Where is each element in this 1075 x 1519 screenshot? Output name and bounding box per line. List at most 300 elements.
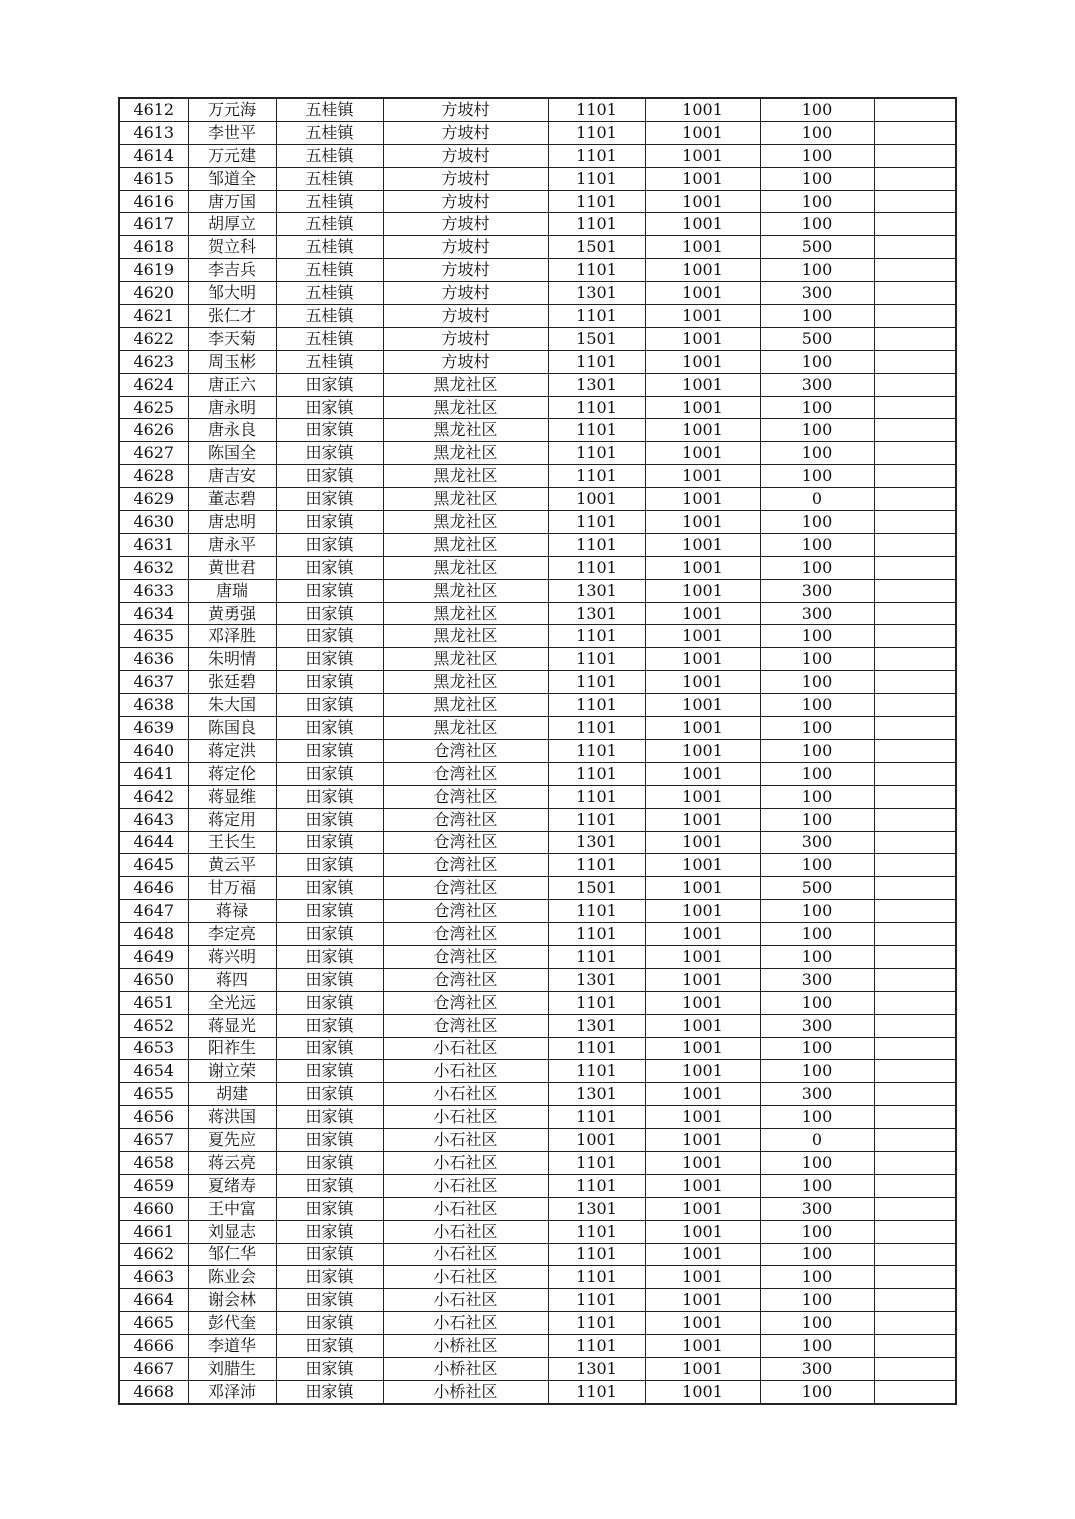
difference-cell: 100 [760,1289,874,1312]
id-cell: 4642 [119,785,188,808]
value-b-cell: 1001 [645,1266,760,1289]
remark-cell [874,831,956,854]
name-cell: 夏先应 [188,1129,276,1152]
village-cell: 黑龙社区 [383,648,548,671]
town-cell: 田家镇 [276,419,383,442]
value-a-cell: 1501 [548,327,645,350]
table-row [119,213,956,236]
difference-cell: 100 [760,1151,874,1174]
remark-cell [874,236,956,259]
id-cell: 4665 [119,1312,188,1335]
difference-cell: 100 [760,808,874,831]
village-cell: 小石社区 [383,1289,548,1312]
id-cell: 4623 [119,350,188,373]
village-cell: 小石社区 [383,1266,548,1289]
id-cell: 4624 [119,373,188,396]
remark-cell [874,1037,956,1060]
difference-cell: 100 [760,213,874,236]
name-cell: 蒋云亮 [188,1151,276,1174]
table-row [119,167,956,190]
value-b-cell: 1001 [645,808,760,831]
remark-cell [874,1129,956,1152]
name-cell: 刘腊生 [188,1357,276,1380]
id-cell: 4663 [119,1266,188,1289]
name-cell: 唐忠明 [188,511,276,534]
name-cell: 夏绪寿 [188,1174,276,1197]
id-cell: 4655 [119,1083,188,1106]
id-cell: 4627 [119,442,188,465]
value-b-cell: 1001 [645,465,760,488]
town-cell: 田家镇 [276,831,383,854]
name-cell: 唐永平 [188,533,276,556]
value-b-cell: 1001 [645,991,760,1014]
town-cell: 田家镇 [276,1380,383,1403]
remark-cell [874,968,956,991]
difference-cell: 100 [760,945,874,968]
remark-cell [874,900,956,923]
remark-cell [874,1380,956,1403]
difference-cell: 100 [760,259,874,282]
town-cell: 五桂镇 [276,190,383,213]
id-cell: 4641 [119,762,188,785]
name-cell: 蒋禄 [188,900,276,923]
id-cell: 4653 [119,1037,188,1060]
table-row [119,923,956,946]
id-cell: 4666 [119,1335,188,1358]
village-cell: 小石社区 [383,1151,548,1174]
value-b-cell: 1001 [645,968,760,991]
difference-cell: 300 [760,831,874,854]
town-cell: 田家镇 [276,442,383,465]
id-cell: 4633 [119,579,188,602]
value-a-cell: 1301 [548,968,645,991]
value-b-cell: 1001 [645,488,760,511]
town-cell: 田家镇 [276,488,383,511]
id-cell: 4636 [119,648,188,671]
village-cell: 小桥社区 [383,1335,548,1358]
id-cell: 4659 [119,1174,188,1197]
table-row [119,511,956,534]
village-cell: 仓湾社区 [383,923,548,946]
value-a-cell: 1101 [548,671,645,694]
remark-cell [874,1220,956,1243]
village-cell: 仓湾社区 [383,808,548,831]
id-cell: 4614 [119,144,188,167]
difference-cell: 100 [760,144,874,167]
difference-cell: 300 [760,373,874,396]
village-cell: 小石社区 [383,1037,548,1060]
value-a-cell: 1101 [548,305,645,328]
difference-cell: 100 [760,1243,874,1266]
name-cell: 朱大国 [188,694,276,717]
town-cell: 田家镇 [276,1357,383,1380]
village-cell: 方坡村 [383,213,548,236]
remark-cell [874,785,956,808]
village-cell: 仓湾社区 [383,877,548,900]
difference-cell: 100 [760,121,874,144]
id-cell: 4644 [119,831,188,854]
difference-cell: 100 [760,1174,874,1197]
difference-cell: 300 [760,282,874,305]
remark-cell [874,396,956,419]
village-cell: 方坡村 [383,305,548,328]
data-table [118,97,957,1405]
table-row [119,373,956,396]
table-row [119,1380,956,1403]
id-cell: 4639 [119,717,188,740]
id-cell: 4618 [119,236,188,259]
value-a-cell: 1101 [548,1335,645,1358]
value-a-cell: 1101 [548,1380,645,1403]
value-a-cell: 1101 [548,1106,645,1129]
difference-cell: 100 [760,694,874,717]
village-cell: 黑龙社区 [383,694,548,717]
difference-cell: 100 [760,98,874,121]
value-a-cell: 1101 [548,1243,645,1266]
name-cell: 蒋定用 [188,808,276,831]
id-cell: 4646 [119,877,188,900]
table-row [119,305,956,328]
remark-cell [874,121,956,144]
difference-cell: 100 [760,1312,874,1335]
table-row [119,1289,956,1312]
value-b-cell: 1001 [645,396,760,419]
table-row [119,396,956,419]
town-cell: 田家镇 [276,396,383,419]
remark-cell [874,556,956,579]
value-b-cell: 1001 [645,694,760,717]
table-row [119,808,956,831]
remark-cell [874,282,956,305]
table-row [119,98,956,121]
remark-cell [874,1357,956,1380]
town-cell: 五桂镇 [276,213,383,236]
table-row [119,144,956,167]
town-cell: 田家镇 [276,945,383,968]
id-cell: 4664 [119,1289,188,1312]
village-cell: 仓湾社区 [383,900,548,923]
difference-cell: 100 [760,900,874,923]
table-row [119,900,956,923]
difference-cell: 100 [760,465,874,488]
value-b-cell: 1001 [645,1174,760,1197]
value-a-cell: 1101 [548,1266,645,1289]
town-cell: 五桂镇 [276,350,383,373]
village-cell: 黑龙社区 [383,373,548,396]
village-cell: 黑龙社区 [383,717,548,740]
id-cell: 4613 [119,121,188,144]
village-cell: 黑龙社区 [383,396,548,419]
name-cell: 贺立科 [188,236,276,259]
remark-cell [874,373,956,396]
difference-cell: 300 [760,602,874,625]
value-b-cell: 1001 [645,1014,760,1037]
value-b-cell: 1001 [645,1312,760,1335]
value-b-cell: 1001 [645,327,760,350]
town-cell: 田家镇 [276,648,383,671]
name-cell: 谢立荣 [188,1060,276,1083]
id-cell: 4667 [119,1357,188,1380]
remark-cell [874,327,956,350]
difference-cell: 100 [760,854,874,877]
village-cell: 方坡村 [383,259,548,282]
name-cell: 甘万福 [188,877,276,900]
name-cell: 全光远 [188,991,276,1014]
difference-cell: 100 [760,1335,874,1358]
name-cell: 胡厚立 [188,213,276,236]
town-cell: 田家镇 [276,968,383,991]
remark-cell [874,98,956,121]
remark-cell [874,213,956,236]
value-b-cell: 1001 [645,167,760,190]
value-a-cell: 1101 [548,1312,645,1335]
village-cell: 小石社区 [383,1243,548,1266]
value-b-cell: 1001 [645,831,760,854]
table-row [119,327,956,350]
difference-cell: 100 [760,190,874,213]
value-a-cell: 1101 [548,419,645,442]
name-cell: 董志碧 [188,488,276,511]
value-a-cell: 1101 [548,167,645,190]
name-cell: 李定亮 [188,923,276,946]
remark-cell [874,350,956,373]
difference-cell: 100 [760,1060,874,1083]
town-cell: 五桂镇 [276,259,383,282]
remark-cell [874,625,956,648]
id-cell: 4629 [119,488,188,511]
value-a-cell: 1101 [548,190,645,213]
value-a-cell: 1101 [548,923,645,946]
name-cell: 蒋定伦 [188,762,276,785]
value-a-cell: 1101 [548,442,645,465]
difference-cell: 300 [760,1083,874,1106]
id-cell: 4658 [119,1151,188,1174]
remark-cell [874,1014,956,1037]
value-a-cell: 1101 [548,739,645,762]
village-cell: 小石社区 [383,1083,548,1106]
value-b-cell: 1001 [645,305,760,328]
remark-cell [874,144,956,167]
village-cell: 仓湾社区 [383,739,548,762]
id-cell: 4621 [119,305,188,328]
value-b-cell: 1001 [645,236,760,259]
id-cell: 4631 [119,533,188,556]
difference-cell: 100 [760,1380,874,1403]
village-cell: 黑龙社区 [383,602,548,625]
value-a-cell: 1101 [548,785,645,808]
remark-cell [874,190,956,213]
table-row [119,1151,956,1174]
id-cell: 4638 [119,694,188,717]
id-cell: 4648 [119,923,188,946]
id-cell: 4668 [119,1380,188,1403]
table-row [119,488,956,511]
value-a-cell: 1301 [548,1357,645,1380]
difference-cell: 100 [760,1106,874,1129]
name-cell: 黄世君 [188,556,276,579]
table-row [119,877,956,900]
village-cell: 黑龙社区 [383,419,548,442]
remark-cell [874,923,956,946]
difference-cell: 300 [760,1014,874,1037]
town-cell: 五桂镇 [276,144,383,167]
name-cell: 陈业会 [188,1266,276,1289]
name-cell: 万元建 [188,144,276,167]
name-cell: 阳祚生 [188,1037,276,1060]
difference-cell: 300 [760,579,874,602]
value-b-cell: 1001 [645,762,760,785]
village-cell: 黑龙社区 [383,625,548,648]
value-a-cell: 1301 [548,373,645,396]
value-b-cell: 1001 [645,190,760,213]
difference-cell: 100 [760,1037,874,1060]
town-cell: 田家镇 [276,1243,383,1266]
town-cell: 田家镇 [276,1014,383,1037]
remark-cell [874,1266,956,1289]
value-a-cell: 1101 [548,1037,645,1060]
town-cell: 田家镇 [276,556,383,579]
town-cell: 田家镇 [276,511,383,534]
remark-cell [874,1312,956,1335]
remark-cell [874,1083,956,1106]
village-cell: 方坡村 [383,282,548,305]
difference-cell: 500 [760,236,874,259]
village-cell: 黑龙社区 [383,579,548,602]
id-cell: 4632 [119,556,188,579]
town-cell: 田家镇 [276,1037,383,1060]
value-a-cell: 1301 [548,1083,645,1106]
value-a-cell: 1101 [548,991,645,1014]
id-cell: 4650 [119,968,188,991]
town-cell: 田家镇 [276,762,383,785]
id-cell: 4612 [119,98,188,121]
value-b-cell: 1001 [645,1289,760,1312]
remark-cell [874,259,956,282]
name-cell: 蒋显维 [188,785,276,808]
table-row [119,442,956,465]
table-row [119,465,956,488]
remark-cell [874,1289,956,1312]
town-cell: 田家镇 [276,694,383,717]
value-a-cell: 1301 [548,282,645,305]
id-cell: 4635 [119,625,188,648]
name-cell: 周玉彬 [188,350,276,373]
value-b-cell: 1001 [645,1335,760,1358]
table-row [119,1197,956,1220]
value-b-cell: 1001 [645,785,760,808]
value-a-cell: 1301 [548,831,645,854]
value-a-cell: 1101 [548,1220,645,1243]
difference-cell: 300 [760,968,874,991]
town-cell: 田家镇 [276,1335,383,1358]
table-row [119,579,956,602]
value-a-cell: 1101 [548,900,645,923]
id-cell: 4620 [119,282,188,305]
town-cell: 田家镇 [276,671,383,694]
table-row [119,785,956,808]
town-cell: 田家镇 [276,900,383,923]
town-cell: 田家镇 [276,579,383,602]
value-a-cell: 1101 [548,854,645,877]
town-cell: 田家镇 [276,923,383,946]
name-cell: 唐瑞 [188,579,276,602]
remark-cell [874,877,956,900]
table-row [119,1220,956,1243]
value-b-cell: 1001 [645,1060,760,1083]
name-cell: 唐吉安 [188,465,276,488]
value-a-cell: 1101 [548,762,645,785]
village-cell: 仓湾社区 [383,945,548,968]
id-cell: 4661 [119,1220,188,1243]
village-cell: 仓湾社区 [383,991,548,1014]
value-a-cell: 1301 [548,602,645,625]
town-cell: 田家镇 [276,373,383,396]
village-cell: 方坡村 [383,98,548,121]
table-row [119,259,956,282]
table-row [119,1357,956,1380]
town-cell: 田家镇 [276,1312,383,1335]
name-cell: 邹仁华 [188,1243,276,1266]
name-cell: 蒋洪国 [188,1106,276,1129]
id-cell: 4622 [119,327,188,350]
name-cell: 李吉兵 [188,259,276,282]
value-b-cell: 1001 [645,213,760,236]
value-b-cell: 1001 [645,442,760,465]
name-cell: 蒋兴明 [188,945,276,968]
id-cell: 4656 [119,1106,188,1129]
value-b-cell: 1001 [645,671,760,694]
table-row [119,717,956,740]
name-cell: 张仁才 [188,305,276,328]
value-b-cell: 1001 [645,1197,760,1220]
value-b-cell: 1001 [645,1037,760,1060]
difference-cell: 100 [760,556,874,579]
name-cell: 朱明情 [188,648,276,671]
value-b-cell: 1001 [645,602,760,625]
difference-cell: 0 [760,1129,874,1152]
remark-cell [874,739,956,762]
difference-cell: 300 [760,1357,874,1380]
remark-cell [874,305,956,328]
remark-cell [874,762,956,785]
table-row [119,1129,956,1152]
table-row [119,419,956,442]
value-b-cell: 1001 [645,556,760,579]
id-cell: 4660 [119,1197,188,1220]
id-cell: 4617 [119,213,188,236]
table-row [119,1083,956,1106]
difference-cell: 500 [760,877,874,900]
value-b-cell: 1001 [645,98,760,121]
name-cell: 李世平 [188,121,276,144]
village-cell: 小石社区 [383,1197,548,1220]
id-cell: 4640 [119,739,188,762]
value-b-cell: 1001 [645,739,760,762]
name-cell: 刘显志 [188,1220,276,1243]
town-cell: 田家镇 [276,785,383,808]
remark-cell [874,808,956,831]
value-a-cell: 1501 [548,877,645,900]
name-cell: 蒋四 [188,968,276,991]
value-b-cell: 1001 [645,259,760,282]
remark-cell [874,1106,956,1129]
id-cell: 4615 [119,167,188,190]
remark-cell [874,945,956,968]
value-b-cell: 1001 [645,1243,760,1266]
value-a-cell: 1101 [548,625,645,648]
remark-cell [874,167,956,190]
village-cell: 黑龙社区 [383,465,548,488]
